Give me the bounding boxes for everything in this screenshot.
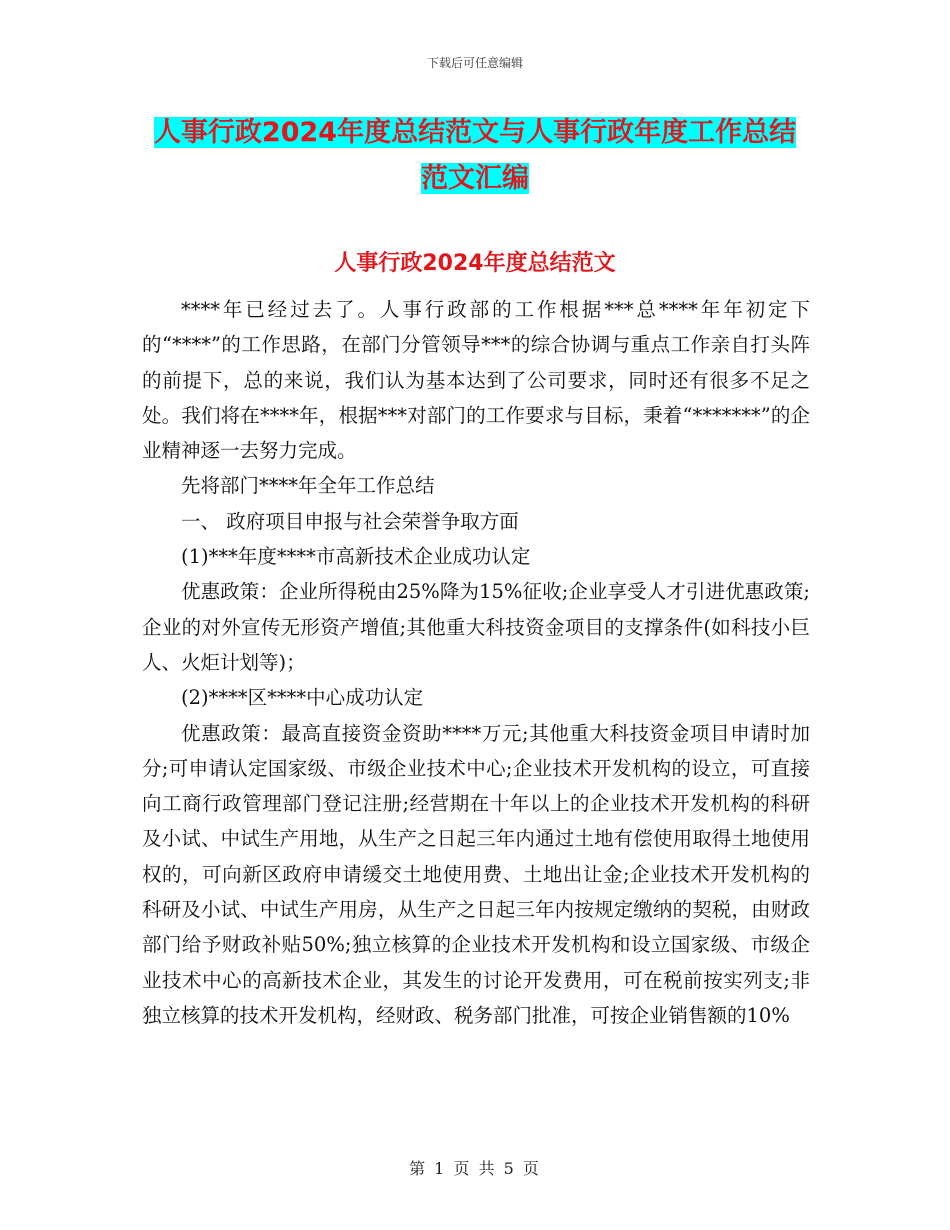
paragraph: (1)***年度****市高新技术企业成功认定 bbox=[181, 545, 531, 569]
paragraph: (2)****区****中心成功认定 bbox=[181, 686, 424, 710]
paragraph: ****年已经过去了。人事行政部的工作根据***总****年年初定下的“****”的工作思路，在部门分管领导***的综合协调与重点工作亲自打头阵的前提下，总的来说，我们认为基本达到了公司要求，同时还有很多不足之处。我们将在****年，根据***对部门的工作要求与目标，秉着“*******”的企业精神逐一去努力完成。 bbox=[142, 298, 810, 463]
document-title-line-1: 人事行政2024年度总结范文与人事行政年度工作总结 bbox=[153, 117, 797, 148]
paragraph: 先将部门****年全年工作总结 bbox=[181, 474, 435, 498]
page-footer: 第 1 页 共 5 页 bbox=[409, 1159, 541, 1178]
document-title bbox=[0, 110, 950, 202]
paragraph: 优惠政策：企业所得税由25%降为15%征收;企业享受人才引进优惠政策;企业的对外宣传无形资产增值;其他重大科技资金项目的支撑条件(如科技小巨人、火炬计划等)； bbox=[142, 580, 810, 674]
document-title-line-2: 范文汇编 bbox=[421, 163, 529, 194]
section-title: 人事行政2024年度总结范文 bbox=[334, 251, 616, 276]
paragraph: 一、 政府项目申报与社会荣誉争取方面 bbox=[181, 509, 519, 533]
header-note: 下载后可任意编辑 bbox=[426, 56, 523, 70]
body-text bbox=[142, 292, 810, 1033]
paragraph: 优惠政策：最高直接资金资助****万元;其他重大科技资金项目申请时加分;可申请认定国家级、市级企业技术中心;企业技术开发机构的设立，可直接向工商行政管理部门登记注册;经营期在十年以上的企业技术开发机构的科研及小试、中试生产用地，从生产之日起三年内通过土地有偿使用取得土地使用权的，可向新区政府申请缓交土地使用费、土地出让金;企业技术开发机构的科研及小试、中试生产用房，从生产之日起三年内按规定缴纳的契税，由财政部门给予财政补贴50%;独立核算的企业技术开发机构和设立国家级、市级企业技术中心的高新技术企业，其发生的讨论开发费用，可在税前按实列支;非独立核算的技术开发机构，经财政、税务部门批准，可按企业销售额的10% bbox=[142, 721, 810, 1027]
